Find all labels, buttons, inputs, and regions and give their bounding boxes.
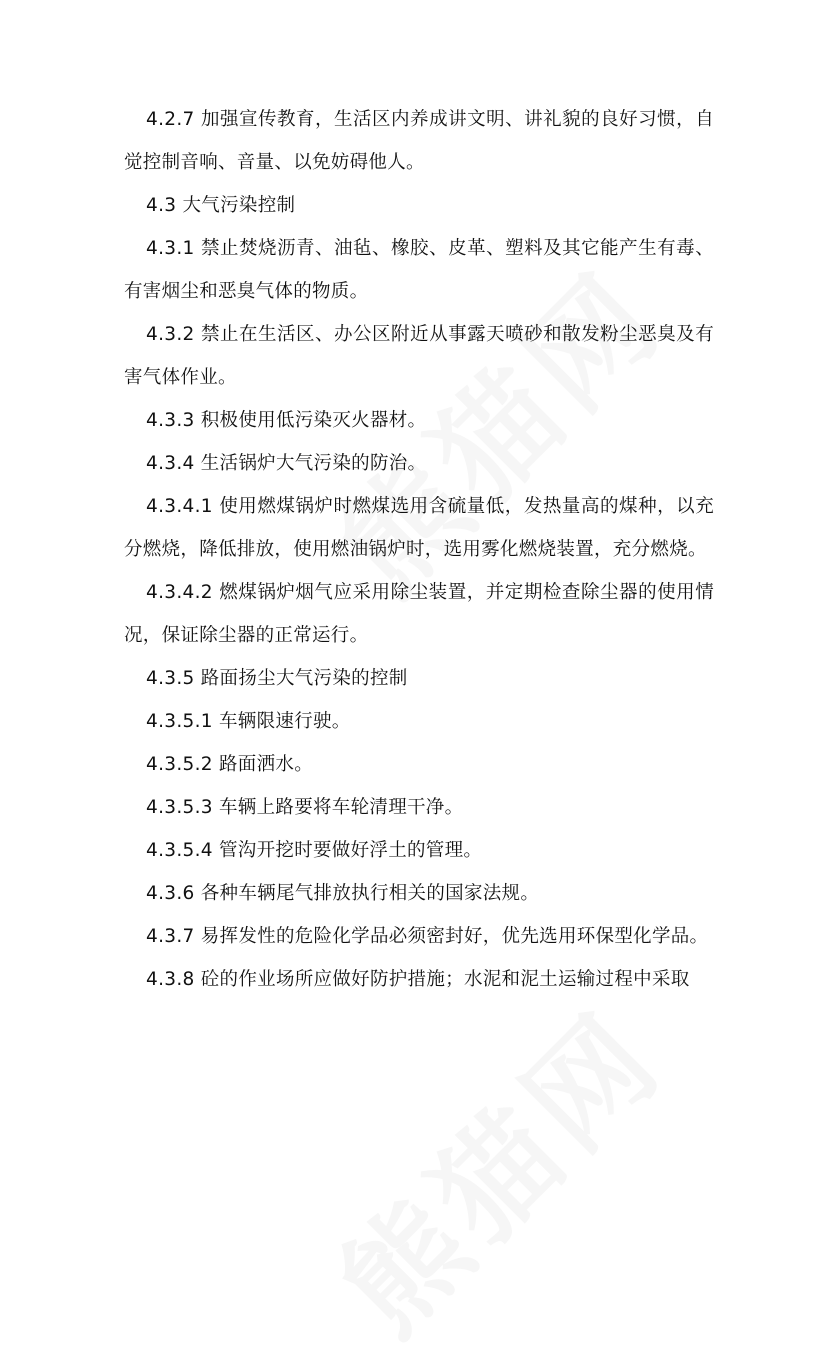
paragraph-4-3-5: 4.3.5 路面扬尘大气污染的控制 bbox=[146, 668, 408, 689]
paragraph-4-3-6: 4.3.6 各种车辆尾气排放执行相关的国家法规。 bbox=[146, 883, 540, 904]
paragraph-4-2-7: 4.2.7 加强宣传教育，生活区内养成讲文明、讲礼貌的良好习惯，自觉控制音响、音量、以免妨碍他人。 bbox=[124, 109, 714, 173]
paragraph-4-3-5-4: 4.3.5.4 管沟开挖时要做好浮土的管理。 bbox=[146, 840, 483, 861]
watermark bbox=[296, 967, 693, 1364]
paragraph-4-3-4: 4.3.4 生活锅炉大气污染的防治。 bbox=[146, 453, 427, 474]
paragraph-4-3-1: 4.3.1 禁止焚烧沥青、油毡、橡胶、皮革、塑料及其它能产生有毒、有害烟尘和恶臭气体的物质。 bbox=[124, 238, 714, 302]
document-body bbox=[124, 98, 714, 1001]
paragraph-4-3-4-2: 4.3.4.2 燃煤锅炉烟气应采用除尘装置，并定期检查除尘器的使用情况，保证除尘器的正常运行。 bbox=[124, 582, 714, 646]
paragraph-4-3-3: 4.3.3 积极使用低污染灭火器材。 bbox=[146, 410, 427, 431]
paragraph-4-3-2: 4.3.2 禁止在生活区、办公区附近从事露天喷砂和散发粉尘恶臭及有害气体作业。 bbox=[124, 324, 714, 388]
paragraph-4-3-4-1: 4.3.4.1 使用燃煤锅炉时燃煤选用含硫量低，发热量高的煤种，以充分燃烧，降低排放，使用燃油锅炉时，选用雾化燃烧装置，充分燃烧。 bbox=[124, 496, 714, 560]
paragraph-4-3-5-1: 4.3.5.1 车辆限速行驶。 bbox=[146, 711, 351, 732]
paragraph-4-3-5-3: 4.3.5.3 车辆上路要将车轮清理干净。 bbox=[146, 797, 464, 818]
paragraph-4-3-7: 4.3.7 易挥发性的危险化学品必须密封好，优先选用环保型化学品。 bbox=[146, 926, 709, 947]
heading-4-3: 4.3 大气污染控制 bbox=[146, 195, 296, 216]
paragraph-4-3-8: 4.3.8 砼的作业场所应做好防护措施；水泥和泥土运输过程中采取 bbox=[146, 969, 690, 990]
paragraph-4-3-5-2: 4.3.5.2 路面洒水。 bbox=[146, 754, 314, 775]
